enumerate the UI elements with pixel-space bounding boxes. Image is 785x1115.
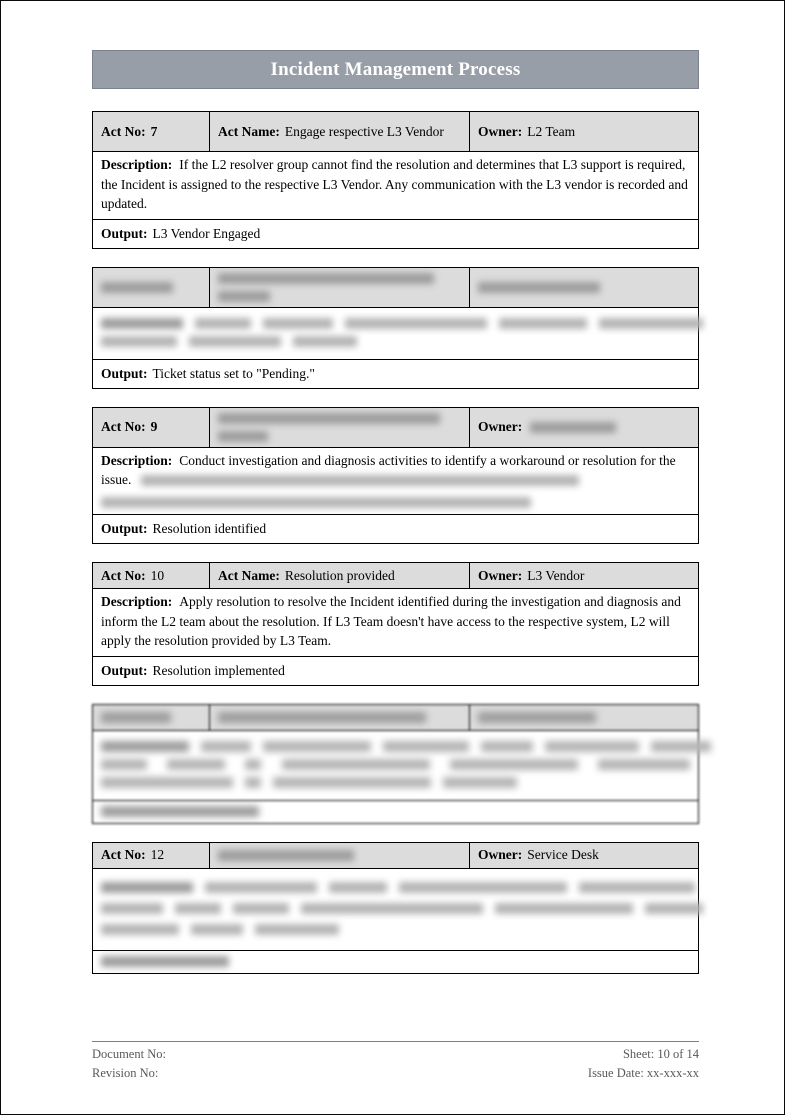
act-no-cell <box>93 268 210 307</box>
redacted-text <box>530 422 616 433</box>
act-11-output-row <box>93 801 698 823</box>
act-10-description-row <box>93 589 698 657</box>
act-no-cell <box>93 112 210 151</box>
act-12-table <box>92 842 699 974</box>
act-no-value: 12 <box>150 847 165 862</box>
act-no-value: 9 <box>150 419 158 434</box>
act-9-output-row <box>93 515 698 543</box>
output-text: L3 Vendor Engaged <box>152 225 261 241</box>
description-text: If the L2 resolver group cannot find the resolution and determines that L3 support is required, the Incident is assigned to the respective L3 Vendor. Any communication with the L3 vendor is recorded and updated. <box>101 157 688 211</box>
output-text: Resolution identified <box>152 521 267 536</box>
description-text: Apply resolution to resolve the Incident identified during the investigation and diagnosis and inform the L2 team about the resolution. If L3 Team doesn't have access to the respective system, L2 will apply the resolution provided by L3 Team. <box>101 594 681 648</box>
footer-right <box>588 1045 699 1083</box>
redacted-line <box>101 336 690 347</box>
output-text: Resolution implemented <box>152 662 285 678</box>
redacted-text <box>101 712 171 723</box>
act-name-cell <box>210 705 470 730</box>
footer-issue-date: Issue Date: xx-xxx-xx <box>587 1066 699 1080</box>
owner-cell <box>470 843 698 868</box>
act-no-label: Act No: <box>101 419 146 434</box>
redacted-line <box>101 882 690 893</box>
owner-value: L3 Vendor <box>527 567 585 583</box>
output-label: Output: <box>101 225 148 241</box>
redacted-text <box>141 475 579 486</box>
act-name-label: Act Name: <box>218 567 280 583</box>
redacted-text <box>101 806 259 817</box>
owner-value: L2 Team <box>527 123 576 139</box>
redacted-text <box>218 712 426 723</box>
owner-cell <box>470 705 698 730</box>
output-label: Output: <box>101 365 148 381</box>
redacted-line <box>101 759 690 770</box>
act-12-output-row <box>93 951 698 973</box>
act-9-description-row <box>93 448 698 516</box>
output-label: Output: <box>101 662 148 678</box>
act-name-cell <box>210 268 470 307</box>
act-name-label: Act Name: <box>218 123 280 139</box>
output-text: Ticket status set to "Pending." <box>152 365 315 381</box>
redacted-line <box>101 924 690 935</box>
footer-revision-no: Revision No: <box>92 1066 159 1080</box>
page-title: Incident Management Process <box>270 58 521 80</box>
owner-label: Owner: <box>478 419 523 434</box>
act-9-header-row <box>93 408 698 448</box>
act-no-cell <box>93 705 210 730</box>
owner-cell <box>470 408 698 447</box>
footer-left <box>92 1045 166 1083</box>
act-12-header-row <box>93 843 698 869</box>
act-10-output-row <box>93 657 698 685</box>
footer-sheet: Sheet: 10 of 14 <box>622 1047 699 1061</box>
act-name-cell <box>210 563 470 588</box>
act-9-table <box>92 407 699 545</box>
act-11-table-redacted <box>92 704 699 824</box>
act-no-label: Act No: <box>101 123 146 139</box>
act-7-table <box>92 111 699 249</box>
redacted-text <box>218 413 440 424</box>
redacted-line <box>101 903 690 914</box>
act-12-description-row <box>93 869 698 951</box>
redacted-line <box>101 741 690 752</box>
owner-label: Owner: <box>478 123 523 139</box>
description-text: Conduct investigation and diagnosis activities to identify a workaround or resolution for the issue. <box>101 452 676 487</box>
redacted-line <box>101 777 690 788</box>
act-8-description-row <box>93 308 698 360</box>
redacted-text <box>478 282 600 293</box>
act-no-value: 10 <box>150 567 165 583</box>
act-no-label: Act No: <box>101 567 146 583</box>
redacted-text <box>218 431 268 442</box>
act-no-cell <box>93 563 210 588</box>
owner-value: Service Desk <box>527 847 599 862</box>
description-label: Description: <box>101 157 173 172</box>
act-name-cell <box>210 843 470 868</box>
redacted-text <box>101 497 531 508</box>
output-label: Output: <box>101 521 148 536</box>
act-no-label: Act No: <box>101 847 146 862</box>
act-7-header-row <box>93 112 698 152</box>
act-name-cell <box>210 112 470 151</box>
description-label: Description: <box>101 452 173 468</box>
redacted-text <box>218 273 434 284</box>
act-8-header-row <box>93 268 698 308</box>
act-10-header-row <box>93 563 698 589</box>
page-footer <box>92 1041 699 1083</box>
redacted-text <box>101 956 229 967</box>
redacted-text <box>101 282 173 293</box>
act-8-output-row <box>93 360 698 388</box>
act-name-value: Engage respective L3 Vendor <box>284 123 444 139</box>
redacted-line <box>101 318 690 329</box>
document-content <box>92 50 699 992</box>
act-7-description-row <box>93 152 698 220</box>
owner-cell <box>470 563 698 588</box>
act-no-cell <box>93 843 210 868</box>
redacted-text <box>218 850 354 861</box>
footer-document-no: Document No: <box>92 1047 166 1061</box>
document-title-bar <box>92 50 699 89</box>
act-no-value: 7 <box>150 123 158 139</box>
redacted-text <box>218 291 270 302</box>
act-10-table <box>92 562 699 686</box>
owner-cell <box>470 268 698 307</box>
owner-cell <box>470 112 698 151</box>
act-8-table-redacted <box>92 267 699 389</box>
act-11-header-row <box>93 705 698 731</box>
act-11-description-row <box>93 731 698 801</box>
redacted-text <box>478 712 596 723</box>
act-name-cell <box>210 408 470 447</box>
description-label: Description: <box>101 594 173 609</box>
owner-label: Owner: <box>478 847 523 862</box>
owner-label: Owner: <box>478 567 523 583</box>
act-7-output-row <box>93 220 698 248</box>
act-name-value: Resolution provided <box>284 567 395 583</box>
act-no-cell <box>93 408 210 447</box>
